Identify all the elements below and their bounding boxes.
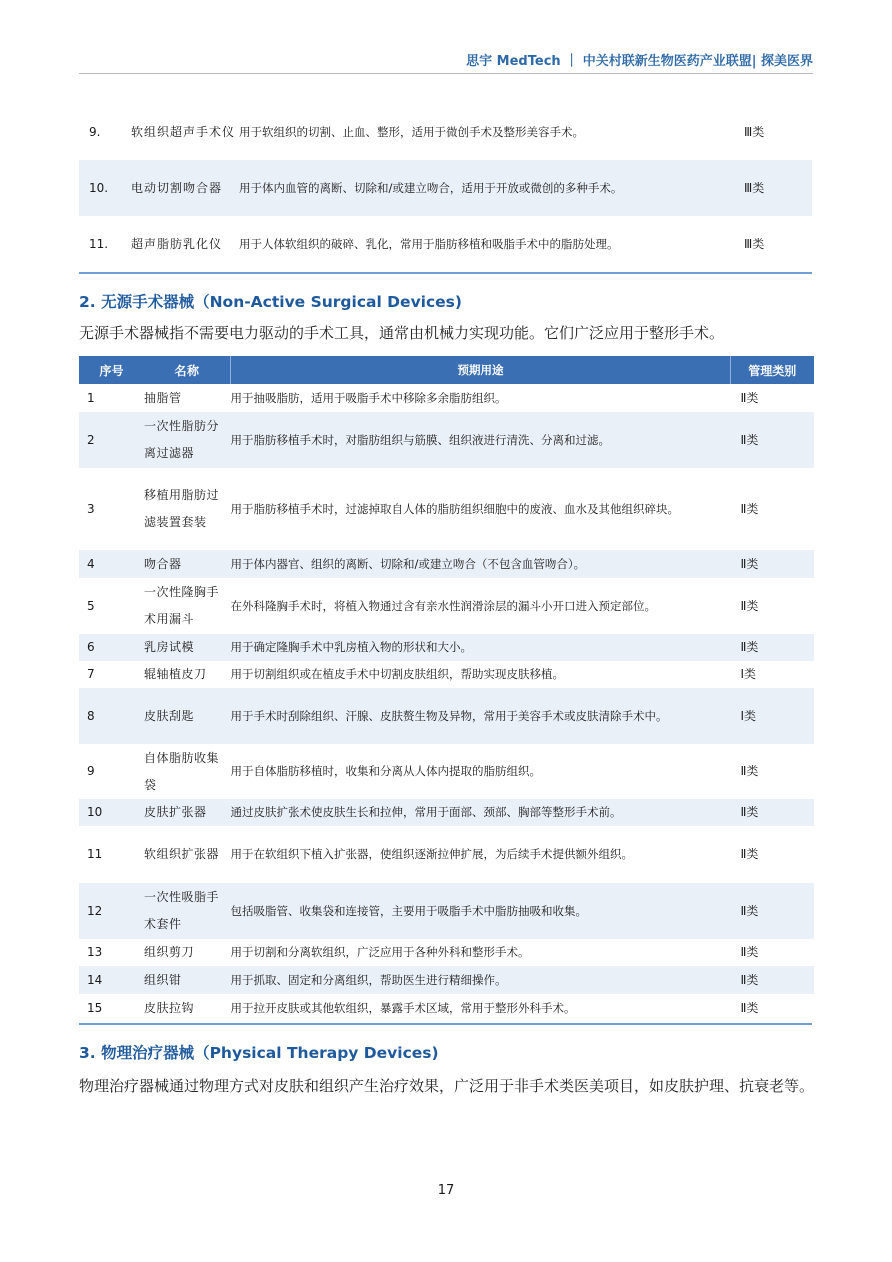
intended-use: 用于软组织的切割、止血、整形，适用于微创手术及整形美容手术。 (239, 124, 584, 139)
intended-use: 用于拉开皮肤或其他软组织，暴露手术区域，常用于整形外科手术。 (230, 1000, 576, 1015)
table-bottom-rule (79, 272, 812, 274)
device-name: 移植用脂肪过滤装置套装 (144, 488, 220, 529)
section-heading: 2. 无源手术器械（Non-Active Surgical Devices) (79, 293, 462, 311)
device-name: 自体脂肪收集袋 (144, 750, 220, 792)
intended-use: 用于人体软组织的破碎、乳化，常用于脂肪移植和吸脂手术中的脂肪处理。 (239, 236, 619, 251)
device-name: 吻合器 (144, 556, 182, 571)
device-name: 一次性脂肪分离过滤器 (144, 419, 220, 460)
management-class: Ⅱ类 (740, 805, 759, 819)
intended-use: 用于抽吸脂肪，适用于吸脂手术中移除多余脂肪组织。 (230, 390, 507, 405)
management-class: Ⅱ类 (740, 764, 759, 778)
device-name: 电动切割吻合器 (131, 180, 223, 195)
section-heading: 3. 物理治疗器械（Physical Therapy Devices) (79, 1044, 439, 1062)
table-header-row (79, 356, 814, 384)
intended-use: 用于切割和分离软组织，广泛应用于各种外科和整形手术。 (230, 945, 530, 959)
intended-use: 用于抓取、固定和分离组织，帮助医生进行精细操作。 (230, 972, 507, 987)
table-row (79, 104, 812, 160)
page-header: 思宇 MedTech ｜ 中关村联新生物医药产业联盟| 探美医界 (466, 54, 813, 69)
management-class: Ⅱ类 (740, 640, 759, 654)
intended-use: 用于在软组织下植入扩张器，使组织逐渐拉伸扩展，为后续手术提供额外组织。 (230, 847, 633, 861)
table-row (79, 468, 814, 550)
table-row (79, 634, 814, 661)
management-class: Ⅲ类 (744, 180, 765, 195)
management-class: Ⅱ类 (740, 598, 759, 613)
device-name: 软组织扩张器 (144, 847, 220, 861)
table-row (79, 994, 814, 1022)
management-class: Ⅲ类 (744, 236, 765, 251)
device-name: 乳房试模 (144, 640, 195, 654)
table-row (79, 661, 814, 688)
table-row (79, 160, 812, 216)
management-class: Ⅱ类 (740, 847, 759, 861)
active-devices-table-continued (79, 104, 812, 272)
intended-use: 通过皮肤扩张术使皮肤生长和拉伸，常用于面部、颈部、胸部等整形手术前。 (230, 805, 622, 819)
row-number: 7 (87, 667, 95, 681)
section-intro: 物理治疗器械通过物理方式对皮肤和组织产生治疗效果，广泛用于非手术类医美项目，如皮肤护理、抗衰老等。 (79, 1077, 815, 1095)
row-number: 5 (87, 598, 95, 613)
device-name: 软组织超声手术仪 (131, 124, 236, 139)
management-class: Ⅰ类 (740, 708, 757, 723)
table-row (79, 744, 814, 799)
row-number: 9 (87, 764, 95, 778)
device-name: 超声脂肪乳化仪 (131, 236, 223, 251)
header-divider (79, 73, 813, 74)
row-number: 9. (89, 124, 101, 139)
table-row (79, 578, 814, 634)
management-class: Ⅰ类 (740, 667, 757, 681)
device-name: 组织钳 (144, 972, 182, 987)
row-number: 4 (87, 556, 95, 571)
section-intro: 无源手术器械指不需要电力驱动的手术工具，通常由机械力实现功能。它们广泛应用于整形手术。 (79, 324, 725, 342)
intended-use: 在外科隆胸手术时，将植入物通过含有亲水性润滑涂层的漏斗小开口进入预定部位。 (230, 598, 656, 613)
device-name: 皮肤扩张器 (144, 805, 207, 819)
row-number: 2 (87, 432, 95, 447)
intended-use: 用于体内器官、组织的离断、切除和/或建立吻合（不包含血管吻合）。 (230, 556, 586, 571)
intended-use: 用于切割组织或在植皮手术中切割皮肤组织，帮助实现皮肤移植。 (230, 667, 564, 681)
intended-use: 用于确定隆胸手术中乳房植入物的形状和大小。 (230, 640, 472, 654)
management-class: Ⅱ类 (740, 903, 759, 918)
device-name: 辊轴植皮刀 (144, 667, 207, 681)
table-row (79, 688, 814, 744)
row-number: 11. (89, 236, 109, 251)
intended-use: 用于自体脂肪移植时，收集和分离从人体内提取的脂肪组织。 (230, 764, 541, 778)
column-header: 名称 (174, 363, 200, 378)
device-name: 组织剪刀 (144, 945, 195, 959)
row-number: 1 (87, 390, 95, 405)
column-header: 序号 (99, 363, 124, 378)
table-row (79, 412, 814, 468)
table-row (79, 799, 814, 826)
management-class: Ⅱ类 (740, 972, 759, 987)
row-number: 14 (87, 972, 103, 987)
management-class: Ⅲ类 (744, 124, 765, 139)
table-row (79, 216, 812, 272)
row-number: 10. (89, 180, 109, 195)
table-row (79, 550, 814, 578)
intended-use: 用于脂肪移植手术时，对脂肪组织与筋膜、组织液进行清洗、分离和过滤。 (230, 432, 610, 447)
device-name: 一次性吸脂手术套件 (144, 890, 220, 931)
column-header: 预期用途 (231, 356, 731, 384)
column-header: 管理类别 (731, 356, 814, 384)
management-class: Ⅱ类 (740, 556, 759, 571)
row-number: 11 (87, 847, 103, 861)
table-row (79, 384, 814, 412)
management-class: Ⅱ类 (740, 390, 759, 405)
table-row (79, 939, 814, 966)
row-number: 13 (87, 945, 103, 959)
management-class: Ⅱ类 (740, 501, 759, 516)
table-bottom-rule (79, 1023, 812, 1025)
device-name: 皮肤刮匙 (144, 708, 195, 723)
row-number: 12 (87, 903, 103, 918)
row-number: 3 (87, 501, 95, 516)
intended-use: 包括吸脂管、收集袋和连接管，主要用于吸脂手术中脂肪抽吸和收集。 (230, 903, 587, 918)
management-class: Ⅱ类 (740, 945, 759, 959)
intended-use: 用于体内血管的离断、切除和/或建立吻合，适用于开放或微创的多种手术。 (239, 180, 623, 195)
intended-use: 用于脂肪移植手术时，过滤掉取自人体的脂肪组织细胞中的废液、血水及其他组织碎块。 (230, 501, 679, 516)
row-number: 8 (87, 708, 95, 723)
non-active-devices-table (79, 356, 814, 1022)
management-class: Ⅱ类 (740, 1000, 759, 1015)
row-number: 10 (87, 805, 103, 819)
row-number: 15 (87, 1000, 103, 1015)
management-class: Ⅱ类 (740, 432, 759, 447)
page-number: 17 (437, 1183, 455, 1198)
intended-use: 用于手术时刮除组织、汗腺、皮肤赘生物及异物，常用于美容手术或皮肤清除手术中。 (230, 708, 668, 723)
device-name: 皮肤拉钩 (144, 1000, 195, 1015)
table-row (79, 966, 814, 994)
row-number: 6 (87, 640, 95, 654)
device-name: 抽脂管 (144, 390, 182, 405)
table-row (79, 883, 814, 939)
device-name: 一次性隆胸手术用漏斗 (144, 585, 220, 626)
table-row (79, 826, 814, 883)
